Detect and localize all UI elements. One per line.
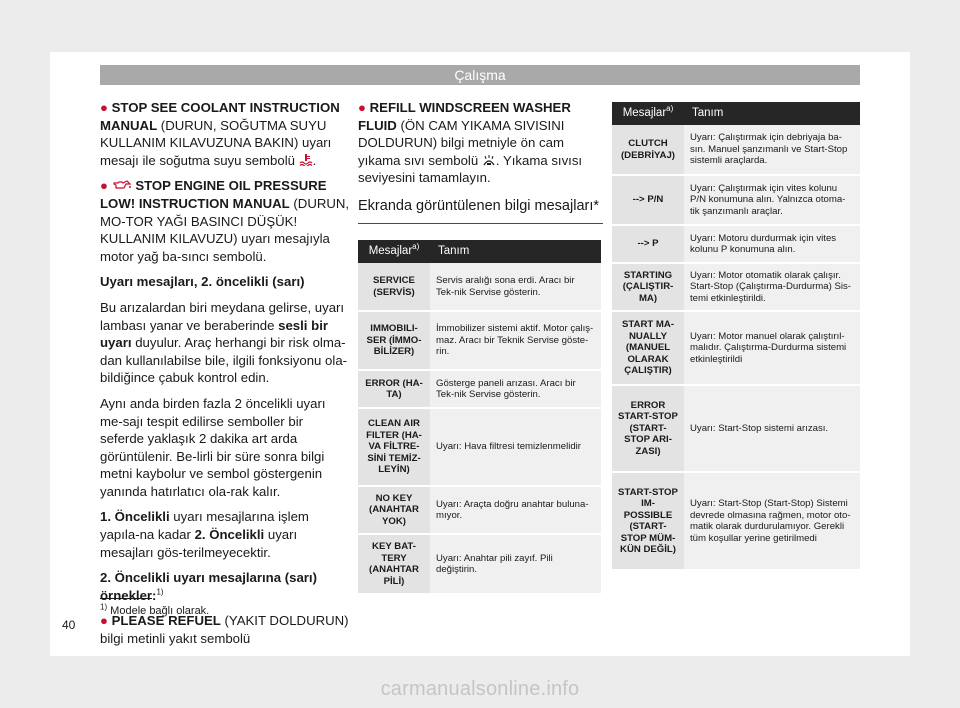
message-cell: CLEAN AIR FILTER (HA-VA FİLTRE-SİNİ TEMİZ-LEYİN) (358, 408, 430, 486)
message-cell: CLUTCH (DEBRİYAJ) (612, 125, 684, 175)
subheading-priority-2: Uyarı mesajları, 2. öncelikli (sarı) (100, 274, 305, 290)
message-cell: --> P (612, 225, 684, 263)
middle-column (358, 99, 603, 224)
definition-cell: Servis aralığı sona erdi. Aracı bir Tek-nik Servise gösterin. (430, 263, 601, 311)
page-number: 40 (62, 618, 76, 632)
footnote (100, 602, 210, 617)
definition-cell: Uyarı: Motoru durdurmak için vites kolunu P konumuna alın. (684, 225, 860, 263)
table-row (612, 385, 860, 472)
info-messages-table-2 (612, 102, 860, 571)
paragraph-coolant: ● STOP SEE COOLANT INSTRUCTION MANUAL (DURUN, SOĞUTMA SUYU KULLANIM KILAVUZUNA BAKIN) uyarı mesajı ile soğutma suyu sembolü . (100, 100, 340, 168)
definition-cell: İmmobilizer sistemi aktif. Motor çalış-maz. Aracı bir Teknik Servise göste-rin. (430, 311, 601, 370)
definition-cell: Uyarı: Çalıştırmak için debriyaja ba-sın. Manuel şanzımanlı ve Start-Stop sistemli araçlarda. (684, 125, 860, 175)
definition-cell: Gösterge paneli arızası. Aracı bir Tek-nik Servise gösterin. (430, 370, 601, 408)
paragraph-multiple-warnings: Aynı anda birden fazla 2 öncelikli uyarı me-sajı tespit edilirse semboller bir seferde yaklaşık 2 dakika art arda görüntülenir. Be-lirli bir süre sonra bilgi metni kaybolur ve sembol göstergenin yanında hatırlatıcı ola-rak kalır. (100, 395, 326, 499)
table-row (358, 534, 601, 594)
table-row (612, 125, 860, 175)
paragraph-priority-order: 1. Öncelikli uyarı mesajlarına işlem yapıla-na kadar 2. Öncelikli uyarı mesajları gös-terilmeyecektir. (100, 509, 309, 560)
table-row (612, 225, 860, 263)
footnote-divider (100, 598, 152, 599)
message-cell: START-STOP IM-POSSIBLE (START-STOP MÜM-KÜN DEĞİL) (612, 472, 684, 570)
subheading-examples: 2. Öncelikli uyarı mesajlarına (sarı) örnekler:$^{1)}$ (100, 570, 317, 603)
bullet: ● (100, 613, 108, 629)
message-cell: IMMOBILI-SER (İMMO-BİLİZER) (358, 311, 430, 370)
column-header-definition: Tanım (684, 102, 860, 125)
message-cell: --> P/N (612, 175, 684, 225)
info-messages-table-1 (358, 240, 601, 595)
oil-can-icon (112, 179, 132, 191)
definition-cell: Uyarı: Start-Stop (Start-Stop) Sistemi devrede olmasına rağmen, motor oto-matik olarak durdurulamıyor. Gerekli tüm koşullar yerine getirilmedi (684, 472, 860, 570)
table-row (358, 311, 601, 370)
table-row (358, 486, 601, 534)
footnote-marker: 1) (100, 602, 108, 612)
table-row (612, 263, 860, 311)
message-cell: START MA-NUALLY (MANUEL OLARAK ÇALIŞTIR) (612, 311, 684, 385)
definition-cell: Uyarı: Araçta doğru anahtar bulunа-mıyor. (430, 486, 601, 534)
definition-cell: Uyarı: Start-Stop sistemi arızası. (684, 385, 860, 472)
table-row (358, 263, 601, 311)
message-cell: ERROR START-STOP (START-STOP ARI-ZASI) (612, 385, 684, 472)
paragraph-washer-fluid: ● REFILL WINDSCREEN WASHER FLUID (ÖN CAM YIKAMA SIVISINI DOLDURUN) bilgi metniyle ön cam yıkama sıvı sembolü . Yıkama sıvısı seviyesini tamamlayın. (358, 100, 583, 186)
column-header-definition: Tanım (430, 240, 601, 263)
definition-cell: Uyarı: Çalıştırmak için vites kolunu P/N konumuna alın. Yalnızca otoma-tik şanzımanlı araçlar. (684, 175, 860, 225)
bullet: ● (100, 178, 108, 194)
message-cell: SERVICE (SERVİS) (358, 263, 430, 311)
paragraph-oil-pressure: ● STOP ENGINE OIL PRESSURE LOW! INSTRUCTION MANUAL (DURUN, MO-TOR YAĞI BASINCI DÜŞÜK! KULLANIM KILAVUZU) uyarı mesajıyla motor yağ ba-sıncı sembolü. (100, 178, 350, 264)
message-cell: STARTING (ÇALIŞTIR-MA) (612, 263, 684, 311)
footnote-text: Modele bağlı olarak. (107, 605, 210, 617)
definition-cell: Uyarı: Motor manuel olarak çalıştırıl-malıdır. Çalıştırma-Durdurma sistemi etkinleştirildi (684, 311, 860, 385)
table-header-row (612, 102, 860, 125)
table-row (612, 175, 860, 225)
definition-cell: Uyarı: Anahtar pili zayıf. Pili değiştirin. (430, 534, 601, 594)
table-row (358, 370, 601, 408)
bullet: ● (100, 100, 108, 115)
column-header-messages: Mesajlar$^{a)}$ (358, 240, 430, 263)
message-cell: ERROR (HA-TA) (358, 370, 430, 408)
coolant-temperature-icon (299, 154, 313, 166)
column-header-messages: Mesajlar$^{a)}$ (612, 102, 684, 125)
table-header-row (358, 240, 601, 263)
message-cell: KEY BAT-TERY (ANAHTAR PİLİ) (358, 534, 430, 594)
section-header (100, 65, 860, 85)
paragraph-priority-2: Bu arızalardan biri meydana gelirse, uyarı lambası yanar ve beraberinde sesli bir uyarı duyulur. Araç herhangi bir risk olma-dan kullanılabilse bile, ilgili fonksiyonu ola-bildiğince çabuk kontrol edin. (100, 299, 348, 386)
table-row (612, 472, 860, 570)
section-header-title: Çalışma (454, 67, 506, 83)
watermark: carmanualsonline.info (380, 678, 580, 700)
definition-cell: Uyarı: Hava filtresi temizlenmelidir (430, 408, 601, 486)
bullet: ● (358, 100, 366, 115)
washer-fluid-icon (482, 154, 496, 166)
paragraph-refuel: ● PLEASE REFUEL (YAKIT DOLDURUN) bilgi metinli yakıt sembolü (100, 613, 349, 647)
message-cell: NO KEY (ANAHTAR YOK) (358, 486, 430, 534)
table-row (358, 408, 601, 486)
section-title-info-messages: Ekranda görüntülenen bilgi mesajları* (358, 197, 603, 224)
definition-cell: Uyarı: Motor otomatik olarak çalışır. Start-Stop (Çalıştırma-Durdurma) Sis-temi etkinleştirildi. (684, 263, 860, 311)
left-column (100, 99, 350, 656)
footnote-ref: 1) (156, 587, 164, 597)
table-row (612, 311, 860, 385)
